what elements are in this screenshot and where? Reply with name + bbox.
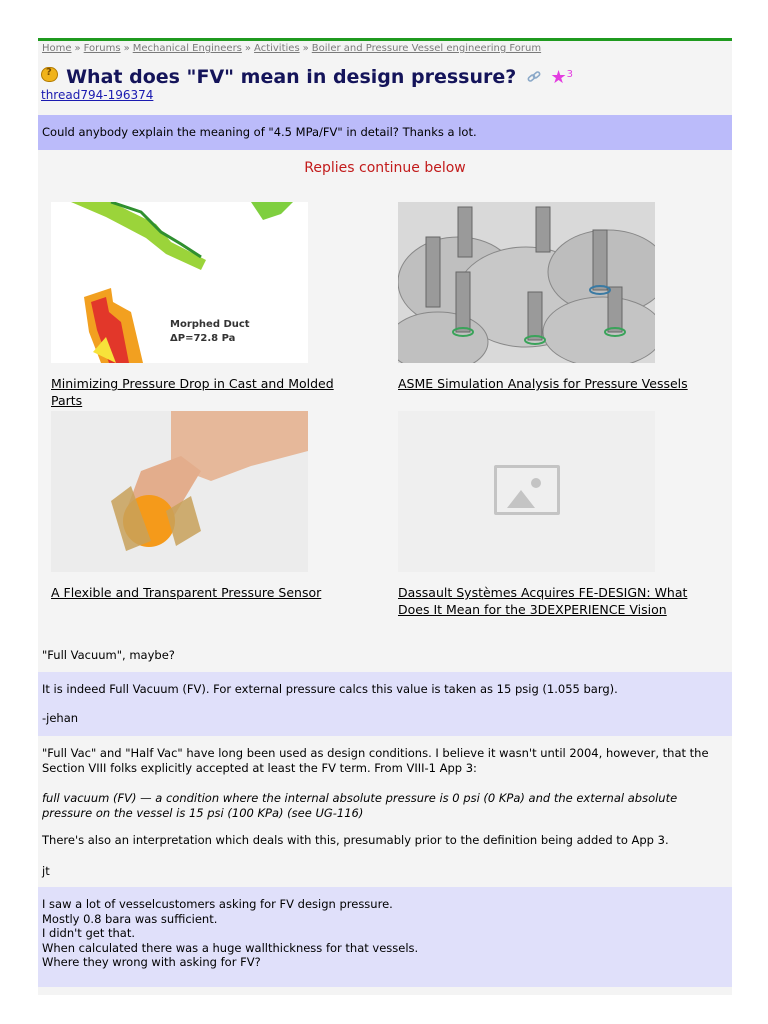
- image-caption-value: ΔP=72.8 Pa: [170, 333, 236, 344]
- breadcrumb-activities[interactable]: Activities: [254, 43, 300, 54]
- star-count: 3: [566, 69, 573, 80]
- morphed-duct-image[interactable]: [51, 202, 308, 363]
- post-signature: jt: [42, 864, 50, 878]
- post-line: I didn't get that.: [42, 926, 136, 940]
- thread-title-row: [41, 66, 573, 90]
- breadcrumb-home[interactable]: Home: [42, 43, 72, 54]
- breadcrumb-separator: »: [123, 43, 130, 54]
- question-post: [38, 115, 732, 150]
- related-card-pressure-drop[interactable]: [51, 202, 351, 409]
- page-title: What does "FV" mean in design pressure?: [66, 66, 517, 88]
- image-caption-title: Morphed Duct: [170, 319, 250, 330]
- breadcrumb: [42, 43, 541, 54]
- post-line: When calculated there was a huge wallthickness for that vessels.: [42, 940, 419, 955]
- breadcrumb-forums[interactable]: Forums: [83, 43, 121, 54]
- card-link-pressure-sensor[interactable]: A Flexible and Transparent Pressure Sensor: [51, 585, 322, 600]
- pressure-sensor-image[interactable]: [51, 411, 308, 572]
- pressure-vessel-image[interactable]: [398, 202, 655, 363]
- card-link-dassault[interactable]: Dassault Systèmes Acquires FE-DESIGN: What Does It Mean for the 3DEXPERIENCE Vision: [398, 585, 688, 617]
- reply-post-1: [38, 637, 732, 671]
- breadcrumb-mechanical-engineers[interactable]: Mechanical Engineers: [132, 43, 242, 54]
- breadcrumb-separator: »: [74, 43, 81, 54]
- reply-post-4: [38, 887, 732, 987]
- post-body: [42, 897, 418, 970]
- post-signature: -jehan: [42, 711, 79, 725]
- post-line: I saw a lot of vesselcustomers asking for FV design pressure.: [42, 897, 393, 911]
- post-line: Where they wrong with asking for FV?: [42, 955, 261, 969]
- image-placeholder[interactable]: [398, 411, 655, 572]
- reply-post-3: [38, 738, 732, 886]
- question-text: Could anybody explain the meaning of "4.5 MPa/FV" in detail? Thanks a lot.: [42, 125, 477, 139]
- star-icon[interactable]: ★: [550, 66, 567, 88]
- post-line: Mostly 0.8 bara was sufficient.: [42, 911, 218, 926]
- image-placeholder-icon: [494, 465, 560, 515]
- replies-notice: Replies continue below: [304, 160, 466, 176]
- post-quote: [42, 791, 728, 821]
- post-text: "Full Vac" and "Half Vac" have long been used as design conditions. I believe it wasn't until 2004, however, that the Section VIII folks explicitly accepted at least the FV term. From VIII-1 App 3:: [42, 746, 709, 775]
- card-link-asme-simulation[interactable]: ASME Simulation Analysis for Pressure Vessels: [398, 376, 688, 391]
- related-card-asme-simulation[interactable]: [398, 202, 698, 392]
- forum-page: [38, 38, 732, 995]
- link-icon[interactable]: [527, 70, 541, 84]
- reply-post-2: [38, 672, 732, 736]
- card-link-pressure-drop[interactable]: Minimizing Pressure Drop in Cast and Molded Parts: [51, 376, 334, 408]
- related-card-dassault[interactable]: [398, 411, 698, 618]
- thread-id-link[interactable]: thread794-196374: [41, 88, 154, 102]
- post-text: It is indeed Full Vacuum (FV). For external pressure calcs this value is taken as 15 psig (1.055 barg).: [42, 682, 618, 696]
- post-text: "Full Vacuum", maybe?: [42, 648, 175, 662]
- breadcrumb-separator: »: [244, 43, 252, 54]
- post-text: There's also an interpretation which deals with this, presumably prior to the definition being added to App 3.: [42, 833, 669, 847]
- breadcrumb-forum[interactable]: Boiler and Pressure Vessel engineering Forum: [311, 43, 542, 54]
- breadcrumb-separator: »: [302, 43, 309, 54]
- related-card-pressure-sensor[interactable]: [51, 411, 351, 601]
- quoted-definition: full vacuum (FV) — a condition where the internal absolute pressure is 0 psi (0 KPa) and the external absolute pressure on the vessel is 15 psi (100 KPa) (see UG-116): [42, 791, 678, 820]
- question-bubble-icon: [41, 67, 58, 82]
